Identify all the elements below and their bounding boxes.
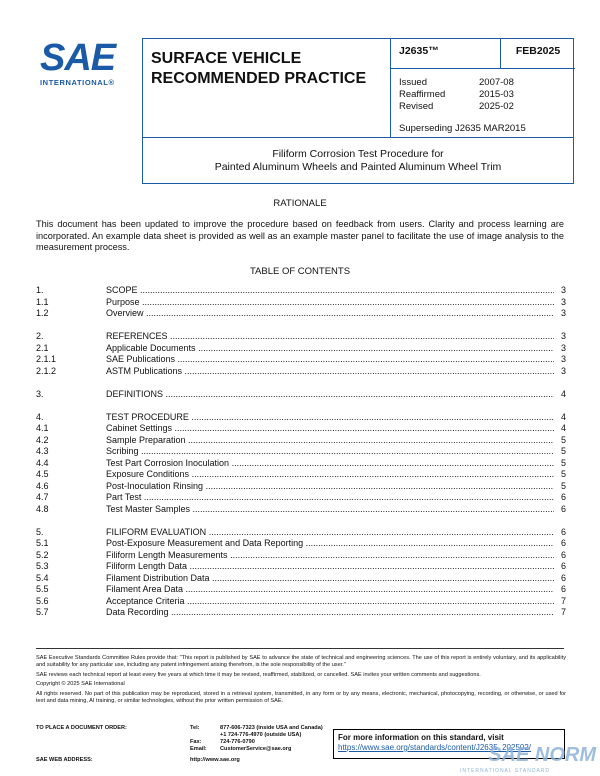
toc-label: Cabinet Settings ..... [106, 423, 554, 435]
tel-label: Tel: [190, 725, 200, 731]
toc-entry[interactable] [36, 297, 566, 309]
watermark: SAE NORM [488, 744, 596, 766]
toc-label: DEFINITIONS ..... [106, 389, 554, 401]
reaffirmed-date: 2015-03 [479, 89, 514, 100]
toc-number: 4. [36, 411, 44, 422]
tel-1: 877-606-7323 (inside USA and Canada) [220, 725, 323, 731]
toc-entry[interactable] [36, 573, 566, 585]
toc-page: 5 [560, 434, 566, 445]
toc-page: 6 [560, 549, 566, 560]
toc-page: 3 [560, 365, 566, 376]
toc-entry[interactable] [36, 550, 566, 562]
toc-label: ASTM Publications ..... [106, 366, 554, 378]
toc-entry[interactable] [36, 423, 566, 435]
toc-number: 5.7 [36, 607, 49, 617]
toc-number: 4.5 [36, 469, 49, 479]
sae-logo [40, 37, 124, 87]
doc-title-line1: Filiform Corrosion Test Procedure for [272, 148, 444, 160]
toc-label: SCOPE ..... [106, 285, 554, 297]
toc-page: 6 [560, 492, 566, 502]
toc-entry[interactable] [36, 538, 566, 550]
rationale-heading: RATIONALE [273, 198, 327, 209]
toc-page: 4 [560, 388, 566, 399]
fax: 724-776-0790 [220, 739, 255, 745]
toc-entry[interactable] [36, 354, 566, 366]
toc-entry[interactable] [36, 412, 566, 424]
toc-entry[interactable] [36, 366, 566, 378]
toc-number: 4.2 [36, 434, 49, 445]
table-of-contents [36, 285, 566, 619]
toc-entry[interactable] [36, 596, 566, 608]
toc-page: 5 [560, 480, 566, 491]
toc-page: 6 [560, 584, 566, 594]
toc-entry[interactable] [36, 481, 566, 493]
reaffirmed-label: Reaffirmed [399, 89, 446, 100]
web-link[interactable]: http://www.sae.org [190, 757, 240, 763]
toc-entry[interactable] [36, 469, 566, 481]
toc-label: Scribing ..... [106, 446, 554, 458]
order-label: TO PLACE A DOCUMENT ORDER: [36, 725, 127, 731]
toc-spacer [36, 515, 566, 527]
doc-number: J2635™ [391, 39, 501, 69]
toc-label: REFERENCES ..... [106, 331, 554, 343]
toc-number: 2.1.2 [36, 365, 57, 376]
issued-label: Issued [399, 77, 427, 88]
toc-label: Overview ..... [106, 308, 554, 320]
toc-entry[interactable] [36, 458, 566, 470]
toc-number: 5.6 [36, 595, 49, 606]
toc-number: 2.1.1 [36, 354, 57, 364]
doc-type-line2: RECOMMENDED PRACTICE [151, 70, 367, 87]
toc-label: Filament Area Data ..... [106, 584, 554, 596]
toc-page: 6 [560, 572, 566, 583]
toc-label: Acceptance Criteria ..... [106, 596, 554, 608]
issued-date: 2007-08 [479, 77, 514, 88]
logo-mark: SAE [40, 37, 116, 79]
doc-type-box [143, 39, 391, 137]
doc-title-line2: Painted Aluminum Wheels and Painted Aluminum Wheel Trim [214, 161, 502, 173]
toc-entry[interactable] [36, 527, 566, 539]
revised-label: Revised [399, 101, 434, 112]
doc-type-line1: SURFACE VEHICLE [151, 50, 302, 67]
toc-page: 6 [560, 561, 566, 571]
superseding: Superseding J2635 MAR2015 [399, 123, 526, 134]
legal-footer [36, 655, 566, 707]
toc-page: 4 [560, 423, 566, 433]
toc-number: 4.4 [36, 457, 49, 468]
toc-label: Sample Preparation ..... [106, 435, 554, 447]
web-address [36, 757, 240, 763]
toc-page: 5 [560, 446, 566, 456]
info-text: For more information on this standard, visit [338, 733, 504, 742]
toc-page: 7 [560, 607, 566, 617]
toc-page: 3 [560, 285, 566, 295]
toc-number: 3. [36, 388, 44, 399]
footer-copyright: Copyright © 2025 SAE International [36, 681, 125, 687]
toc-label: FILIFORM EVALUATION ..... [106, 527, 554, 539]
toc-entry[interactable] [36, 308, 566, 320]
toc-label: Filament Distribution Data ..... [106, 573, 554, 585]
toc-page: 5 [560, 457, 566, 468]
toc-number: 4.8 [36, 503, 49, 514]
toc-label: Post-Inoculation Rinsing ..... [106, 481, 554, 493]
toc-label: Test Master Samples ..... [106, 504, 554, 516]
revised-date: 2025-02 [479, 101, 514, 112]
toc-page: 3 [560, 354, 566, 364]
toc-number: 5. [36, 526, 44, 537]
toc-spacer [36, 400, 566, 412]
toc-entry[interactable] [36, 435, 566, 447]
toc-number: 5.5 [36, 584, 49, 594]
footer-rules: SAE Executive Standards Committee Rules provide that: “This report is published by SAE to advance the state of technical and engineering sciences. The use of this report is entirely voluntary, and its applicability and suitability for any particular use, including any patent infringement arising therefrom, is the sole responsibility of the user.” [36, 655, 566, 668]
doc-dates [399, 77, 569, 113]
toc-number: 4.3 [36, 446, 49, 456]
toc-page: 3 [560, 331, 566, 341]
toc-entry[interactable] [36, 389, 566, 401]
toc-entry[interactable] [36, 446, 566, 458]
toc-entry[interactable] [36, 492, 566, 504]
toc-page: 6 [560, 526, 566, 537]
email[interactable]: CustomerService@sae.org [220, 746, 292, 752]
toc-number: 2. [36, 331, 44, 341]
footer-divider [36, 648, 564, 649]
toc-spacer [36, 320, 566, 332]
toc-page: 3 [560, 342, 566, 353]
tel-2: +1 724-776-4970 (outside USA) [220, 732, 302, 738]
email-label: Email: [190, 746, 207, 752]
toc-number: 5.2 [36, 549, 49, 560]
toc-spacer [36, 377, 566, 389]
toc-number: 4.6 [36, 480, 49, 491]
toc-page: 3 [560, 296, 566, 307]
toc-label: TEST PROCEDURE ..... [106, 412, 554, 424]
order-contact [36, 725, 336, 753]
toc-page: 6 [560, 503, 566, 514]
web-label: SAE WEB ADDRESS: [36, 757, 93, 763]
toc-page: 7 [560, 595, 566, 606]
toc-label: SAE Publications ..... [106, 354, 554, 366]
watermark-sub: INTERNATIONAL STANDARD [460, 768, 550, 774]
toc-number: 1. [36, 285, 44, 295]
toc-page: 3 [560, 308, 566, 318]
toc-page: 6 [560, 538, 566, 548]
footer-review: SAE reviews each technical report at least every five years at which time it may be revised, reaffirmed, stabilized, or cancelled. SAE invites your written comments and suggestions. [36, 671, 481, 678]
toc-number: 4.1 [36, 423, 49, 433]
toc-entry[interactable] [36, 285, 566, 297]
toc-label: Part Test ..... [106, 492, 554, 504]
toc-number: 4.7 [36, 492, 49, 502]
rationale-text: This document has been updated to improve the procedure based on feedback from users. Clarity and process learning are incorporated. An example data sheet is provided as well as an example master panel to facilitate the use of image analysis to the measurement process. [36, 219, 564, 252]
toc-page: 5 [560, 469, 566, 479]
document-header [142, 38, 574, 184]
toc-label: Exposure Conditions ..... [106, 469, 554, 481]
toc-heading: TABLE OF CONTENTS [249, 266, 351, 277]
toc-entry[interactable] [36, 504, 566, 516]
doc-date: FEB2025 [501, 39, 575, 69]
footer-rights: All rights reserved. No part of this publication may be reproduced, stored in a retrieval system, transmitted, in any form or by any means, electronic, mechanical, photocopying, recording, or otherwise, or used for text and data mining, AI training, or similar technologies, without the prior written permission of SAE. [36, 690, 566, 704]
toc-number: 5.3 [36, 561, 49, 571]
toc-label: Test Part Corrosion Inoculation ..... [106, 458, 554, 470]
toc-number: 2.1 [36, 342, 49, 353]
toc-label: Data Recording ..... [106, 607, 554, 619]
toc-label: Filiform Length Measurements ..... [106, 550, 554, 562]
toc-number: 1.2 [36, 308, 49, 318]
toc-entry[interactable] [36, 331, 566, 343]
toc-entry[interactable] [36, 343, 566, 355]
logo-subtitle: INTERNATIONAL® [40, 78, 115, 87]
toc-number: 5.1 [36, 538, 49, 548]
standard-link[interactable]: https://www.sae.org/standards/content/J2635_202502/ [338, 743, 532, 752]
toc-label: Applicable Documents ..... [106, 343, 554, 355]
toc-page: 4 [560, 411, 566, 422]
toc-entry[interactable] [36, 607, 566, 619]
fax-label: Fax: [190, 739, 202, 745]
doc-title [143, 138, 573, 184]
toc-label: Post-Exposure Measurement and Data Reporting ..... [106, 538, 554, 550]
toc-entry[interactable] [36, 584, 566, 596]
toc-entry[interactable] [36, 561, 566, 573]
toc-label: Purpose ..... [106, 297, 554, 309]
toc-label: Filiform Length Data ..... [106, 561, 554, 573]
toc-number: 5.4 [36, 572, 49, 583]
toc-number: 1.1 [36, 296, 49, 307]
